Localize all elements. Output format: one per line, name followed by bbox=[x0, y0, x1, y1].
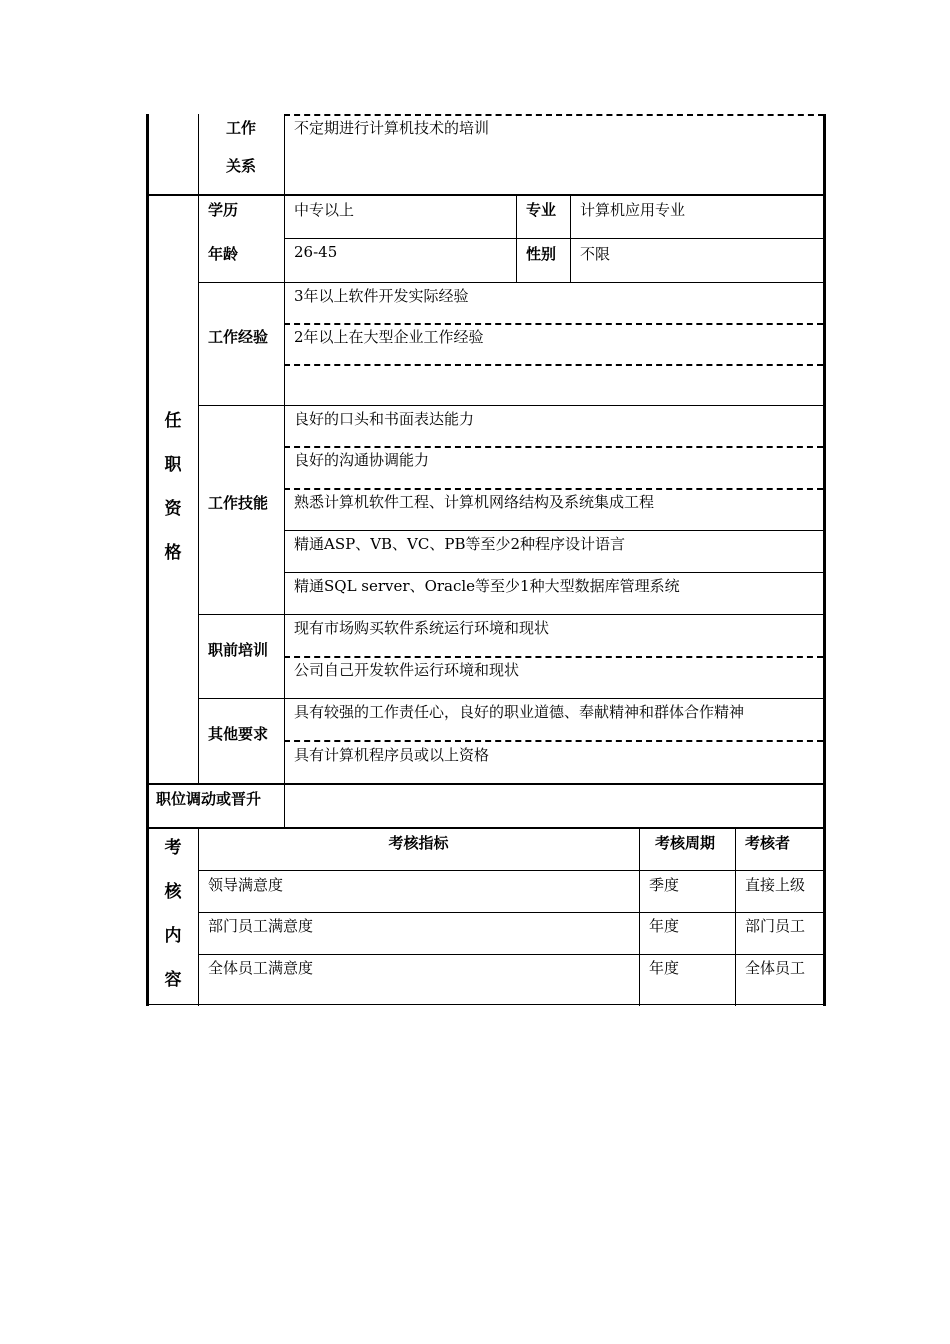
row-line-7 bbox=[146, 783, 823, 785]
education-value: 中专以上 bbox=[294, 201, 355, 219]
qualification-char-2: 职 bbox=[164, 455, 182, 475]
assessment-header-period: 考核周期 bbox=[655, 834, 716, 852]
assess-line-3 bbox=[198, 954, 823, 955]
assessment-header-indicator: 考核指标 bbox=[388, 834, 449, 852]
experience-item-2: 2年以上在大型企业工作经验 bbox=[294, 328, 484, 346]
training-label: 职前培训 bbox=[208, 641, 269, 659]
experience-label: 工作经验 bbox=[208, 328, 269, 346]
skill-dash-2 bbox=[284, 488, 823, 490]
right-border bbox=[823, 114, 826, 1006]
major-label: 专业 bbox=[526, 201, 557, 219]
row-line-2 bbox=[284, 238, 823, 239]
skill-item-5: 精通SQL server、Oracle等至少1种大型数据库管理系统 bbox=[294, 577, 680, 595]
assessment-char-4: 容 bbox=[164, 970, 182, 990]
skill-item-4: 精通ASP、VB、VC、PB等至少2种程序设计语言 bbox=[294, 535, 626, 553]
assessment-indicator: 全体员工满意度 bbox=[208, 959, 314, 977]
assessment-period: 季度 bbox=[649, 876, 680, 894]
assessment-period: 年度 bbox=[649, 959, 680, 977]
work-relation-value: 不定期进行计算机技术的培训 bbox=[294, 119, 490, 137]
assess-line-2 bbox=[198, 912, 823, 913]
assessment-assessor: 部门员工 bbox=[745, 917, 806, 935]
other-label: 其他要求 bbox=[208, 725, 269, 743]
assess-line-1 bbox=[198, 870, 823, 871]
qualification-char-3: 资 bbox=[164, 499, 182, 519]
assessment-assessor: 全体员工 bbox=[745, 959, 806, 977]
transfer-label: 职位调动或晋升 bbox=[156, 790, 262, 808]
qualification-char-4: 格 bbox=[164, 543, 182, 563]
col-divider-1b bbox=[198, 828, 199, 1006]
skill-dash-1 bbox=[284, 446, 823, 448]
skill-line-4 bbox=[284, 572, 823, 573]
skill-item-1: 良好的口头和书面表达能力 bbox=[294, 410, 475, 428]
assessment-header-assessor: 考核者 bbox=[745, 834, 791, 852]
assessment-indicator: 领导满意度 bbox=[208, 876, 284, 894]
work-relation-label-2: 关系 bbox=[225, 157, 256, 175]
top-dashed-line bbox=[284, 114, 824, 116]
skill-item-2: 良好的沟通协调能力 bbox=[294, 451, 430, 469]
skill-line-3 bbox=[284, 530, 823, 531]
row-line-1 bbox=[146, 194, 823, 196]
col-divider-2 bbox=[284, 114, 285, 828]
row-line-6 bbox=[198, 698, 823, 699]
assessment-char-3: 内 bbox=[164, 926, 182, 946]
assessment-char-2: 核 bbox=[164, 882, 182, 902]
skills-label: 工作技能 bbox=[208, 494, 269, 512]
gender-value: 不限 bbox=[580, 245, 611, 263]
age-value: 26-45 bbox=[294, 243, 338, 261]
other-dash bbox=[284, 740, 823, 742]
assessment-assessor: 直接上级 bbox=[745, 876, 806, 894]
qualification-char-1: 任 bbox=[164, 411, 182, 431]
col-divider-4 bbox=[570, 196, 571, 282]
row-line-8 bbox=[146, 827, 823, 829]
experience-item-1: 3年以上软件开发实际经验 bbox=[294, 287, 469, 305]
exp-dash-1 bbox=[284, 323, 823, 325]
train-dash bbox=[284, 656, 823, 658]
assessment-indicator: 部门员工满意度 bbox=[208, 917, 314, 935]
training-item-1: 现有市场购买软件系统运行环境和现状 bbox=[294, 619, 550, 637]
col-divider-3 bbox=[516, 196, 517, 282]
col-divider-6 bbox=[735, 828, 736, 1006]
row-line-5 bbox=[198, 614, 823, 615]
other-item-1: 具有较强的工作责任心，良好的职业道德、奉献精神和群体合作精神 bbox=[294, 703, 745, 721]
exp-dash-2 bbox=[284, 364, 823, 366]
col-divider-1 bbox=[198, 114, 199, 784]
col-divider-5 bbox=[639, 828, 640, 1006]
row-line-4 bbox=[198, 405, 823, 406]
major-value: 计算机应用专业 bbox=[580, 201, 686, 219]
bottom-border bbox=[146, 1004, 826, 1005]
row-line-3 bbox=[198, 282, 823, 283]
work-relation-label-1: 工作 bbox=[225, 119, 256, 137]
skill-item-3: 熟悉计算机软件工程、计算机网络结构及系统集成工程 bbox=[294, 493, 655, 511]
training-item-2: 公司自己开发软件运行环境和现状 bbox=[294, 661, 520, 679]
gender-label: 性别 bbox=[526, 245, 557, 263]
assessment-char-1: 考 bbox=[164, 838, 182, 858]
other-item-2: 具有计算机程序员或以上资格 bbox=[294, 746, 490, 764]
age-label: 年龄 bbox=[208, 245, 239, 263]
assessment-period: 年度 bbox=[649, 917, 680, 935]
education-label: 学历 bbox=[208, 201, 239, 219]
